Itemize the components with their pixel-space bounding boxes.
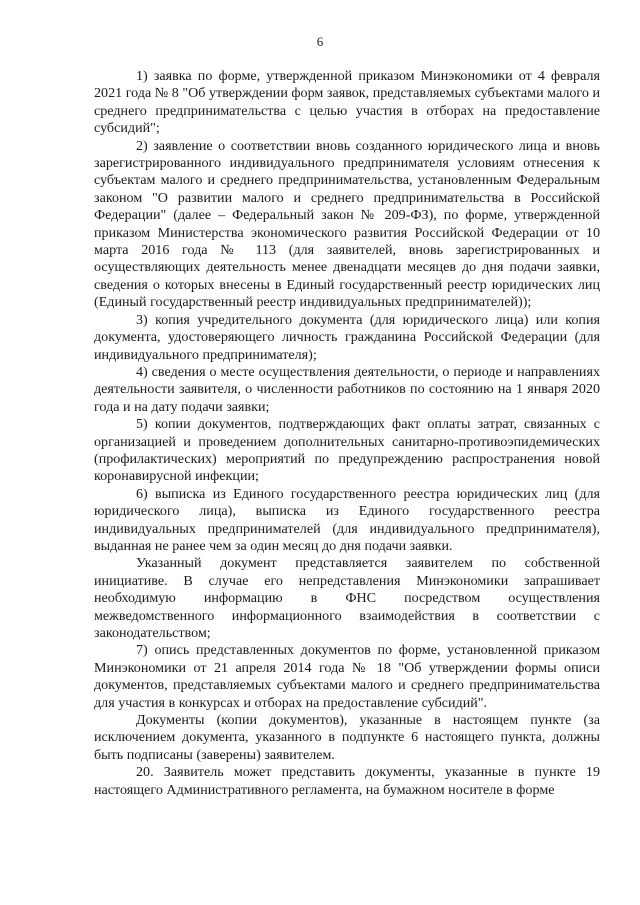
paragraph-item-4: 4) сведения о месте осуществления деятельности, о периоде и направлениях деятельности заявителя, о численности работников по состоянию на 1 января 2020 года и на дату подачи заявки;	[94, 363, 600, 415]
paragraph-item-2: 2) заявление о соответствии вновь созданного юридического лица и вновь зарегистрированного индивидуального предпринимателя условиям отнесения к субъектам малого и среднего предпринимательства, установленным Федеральным законом "О развитии малого и среднего предпринимательства в Российской Федерации" (далее – Федеральный закон № 209-ФЗ), по форме, утвержденной приказом Министерства экономического развития Российской Федерации от 10 марта 2016 года № 113 (для заявителей, вновь зарегистрированных и осуществляющих деятельность менее двенадцати месяцев до дня подачи заявки, сведения о которых внесены в Единый государственный реестр юридических лиц (Единый государственный реестр индивидуальных предпринимателей));	[94, 137, 600, 311]
paragraph-item-7: 7) опись представленных документов по форме, установленной приказом Минэкономики от 21 апреля 2014 года № 18 "Об утверждении формы описи документов, представляемых субъектами малого и среднего предпринимательства для участия в конкурсах и отборах на предоставление субсидий".	[94, 642, 600, 711]
paragraph-item-1: 1) заявка по форме, утвержденной приказом Минэкономики от 4 февраля 2021 года № 8 "Об утверждении форм заявок, представляемых субъектами малого и среднего предпринимательства с целью участия в отборах на предоставление субсидий";	[94, 68, 600, 137]
paragraph-note: Указанный документ представляется заявителем по собственной инициативе. В случае его непредставления Минэкономики запрашивает необходимую информацию в ФНС посредством осуществления межведомственного информационного взаимодействия в соответствии с законодательством;	[94, 555, 600, 641]
paragraph-item-6: 6) выписка из Единого государственного реестра юридических лиц (для юридического лица), выписка из Единого государственного реестра индивидуальных предпринимателей (для индивидуального предпринимателя), выданная не ранее чем за один месяц до дня подачи заявки.	[94, 485, 600, 554]
paragraph-section-20: 20. Заявитель может представить документы, указанные в пункте 19 настоящего Административного регламента, на бумажном носителе в форме	[94, 764, 600, 798]
paragraph-item-3: 3) копия учредительного документа (для юридического лица) или копия документа, удостоверяющего личность гражданина Российской Федерации (для индивидуального предпринимателя);	[94, 311, 600, 363]
document-body	[94, 68, 600, 799]
paragraph-item-5: 5) копии документов, подтверждающих факт оплаты затрат, связанных с организацией и проведением дополнительных санитарно-противоэпидемических (профилактических) мероприятий по предупреждению распространения новой коронавирусной инфекции;	[94, 416, 600, 485]
paragraph-documents: Документы (копии документов), указанные в настоящем пункте (за исключением документа, указанного в подпункте 6 настоящего пункта, должны быть подписаны (заверены) заявителем.	[94, 712, 600, 763]
page-number: 6	[316, 34, 324, 49]
